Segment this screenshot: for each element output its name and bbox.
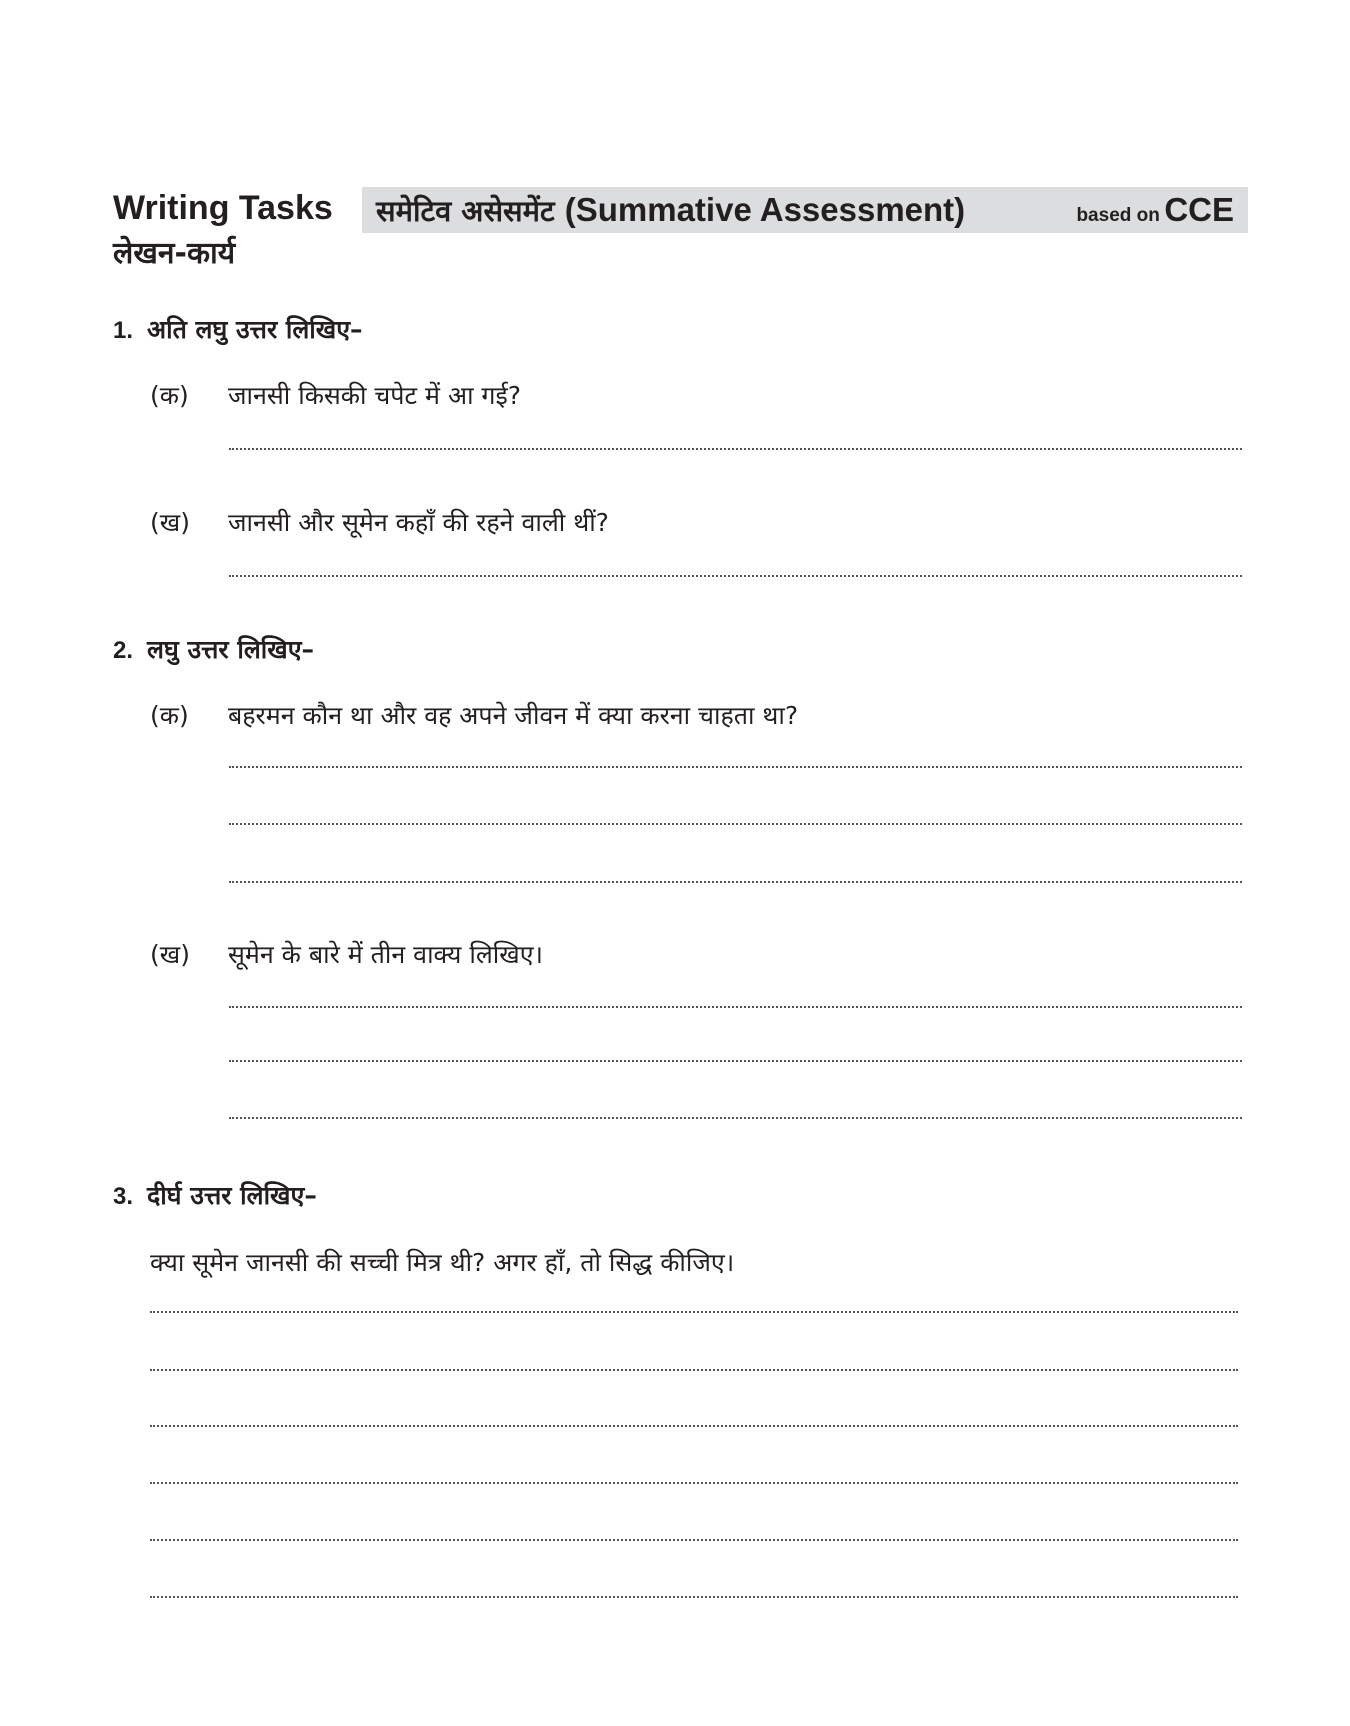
question-marker: (ख) <box>150 508 190 537</box>
answer-line-1a-1[interactable] <box>229 448 1242 450</box>
question-marker: (ख) <box>150 940 190 969</box>
question-1b <box>150 505 609 541</box>
question-text: सूमेन के बारे में तीन वाक्य लिखिए। <box>228 940 544 969</box>
banner-english-text: (Summative Assessment) <box>564 190 966 228</box>
answer-line-2b-3[interactable] <box>229 1117 1242 1119</box>
section-heading-1 <box>113 312 363 349</box>
question-text: जानसी किसकी चपेट में आ गई? <box>228 381 522 410</box>
section-heading-2 <box>113 632 314 669</box>
banner-hindi-text: समेटिव असेसमेंट <box>376 193 555 228</box>
question-1a <box>150 378 521 414</box>
answer-line-3-3[interactable] <box>150 1425 1238 1427</box>
answer-line-1b-1[interactable] <box>229 575 1242 577</box>
question-2a <box>150 698 798 734</box>
section-heading-text: अति लघु उत्तर लिखिए– <box>147 315 363 344</box>
answer-line-3-6[interactable] <box>150 1596 1238 1598</box>
answer-line-2a-3[interactable] <box>229 881 1242 883</box>
banner-based-on: based on <box>1076 205 1160 226</box>
answer-line-2b-2[interactable] <box>229 1060 1242 1062</box>
section-number: 3. <box>113 1183 134 1210</box>
section-heading-text: लघु उत्तर लिखिए– <box>147 635 315 664</box>
answer-line-3-5[interactable] <box>150 1539 1238 1541</box>
answer-line-2b-1[interactable] <box>229 1006 1242 1008</box>
question-text: जानसी और सूमेन कहाँ की रहने वाली थीं? <box>228 508 609 537</box>
question-text: बहरमन कौन था और वह अपने जीवन में क्या करना चाहता था? <box>228 701 799 730</box>
answer-line-3-1[interactable] <box>150 1311 1238 1313</box>
banner-title <box>376 191 965 230</box>
question-2b <box>150 937 543 973</box>
page-title-hindi: लेखन-कार्य <box>113 236 236 271</box>
answer-line-2a-2[interactable] <box>229 823 1242 825</box>
answer-line-3-4[interactable] <box>150 1482 1238 1484</box>
answer-line-2a-1[interactable] <box>229 766 1242 768</box>
banner-cce-label <box>1076 191 1234 229</box>
section-heading-3 <box>113 1178 317 1215</box>
section-heading-text: दीर्घ उत्तर लिखिए– <box>147 1181 317 1210</box>
assessment-banner <box>362 187 1248 233</box>
banner-cce: CCE <box>1164 191 1234 228</box>
question-3: क्या सूमेन जानसी की सच्ची मित्र थी? अगर हाँ, तो सिद्ध कीजिए। <box>150 1248 735 1277</box>
question-marker: (क) <box>150 381 189 410</box>
section-number: 2. <box>113 637 134 664</box>
question-marker: (क) <box>150 701 189 730</box>
section-number: 1. <box>113 317 134 344</box>
page-title-english: Writing Tasks <box>113 189 333 227</box>
answer-line-3-2[interactable] <box>150 1369 1238 1371</box>
